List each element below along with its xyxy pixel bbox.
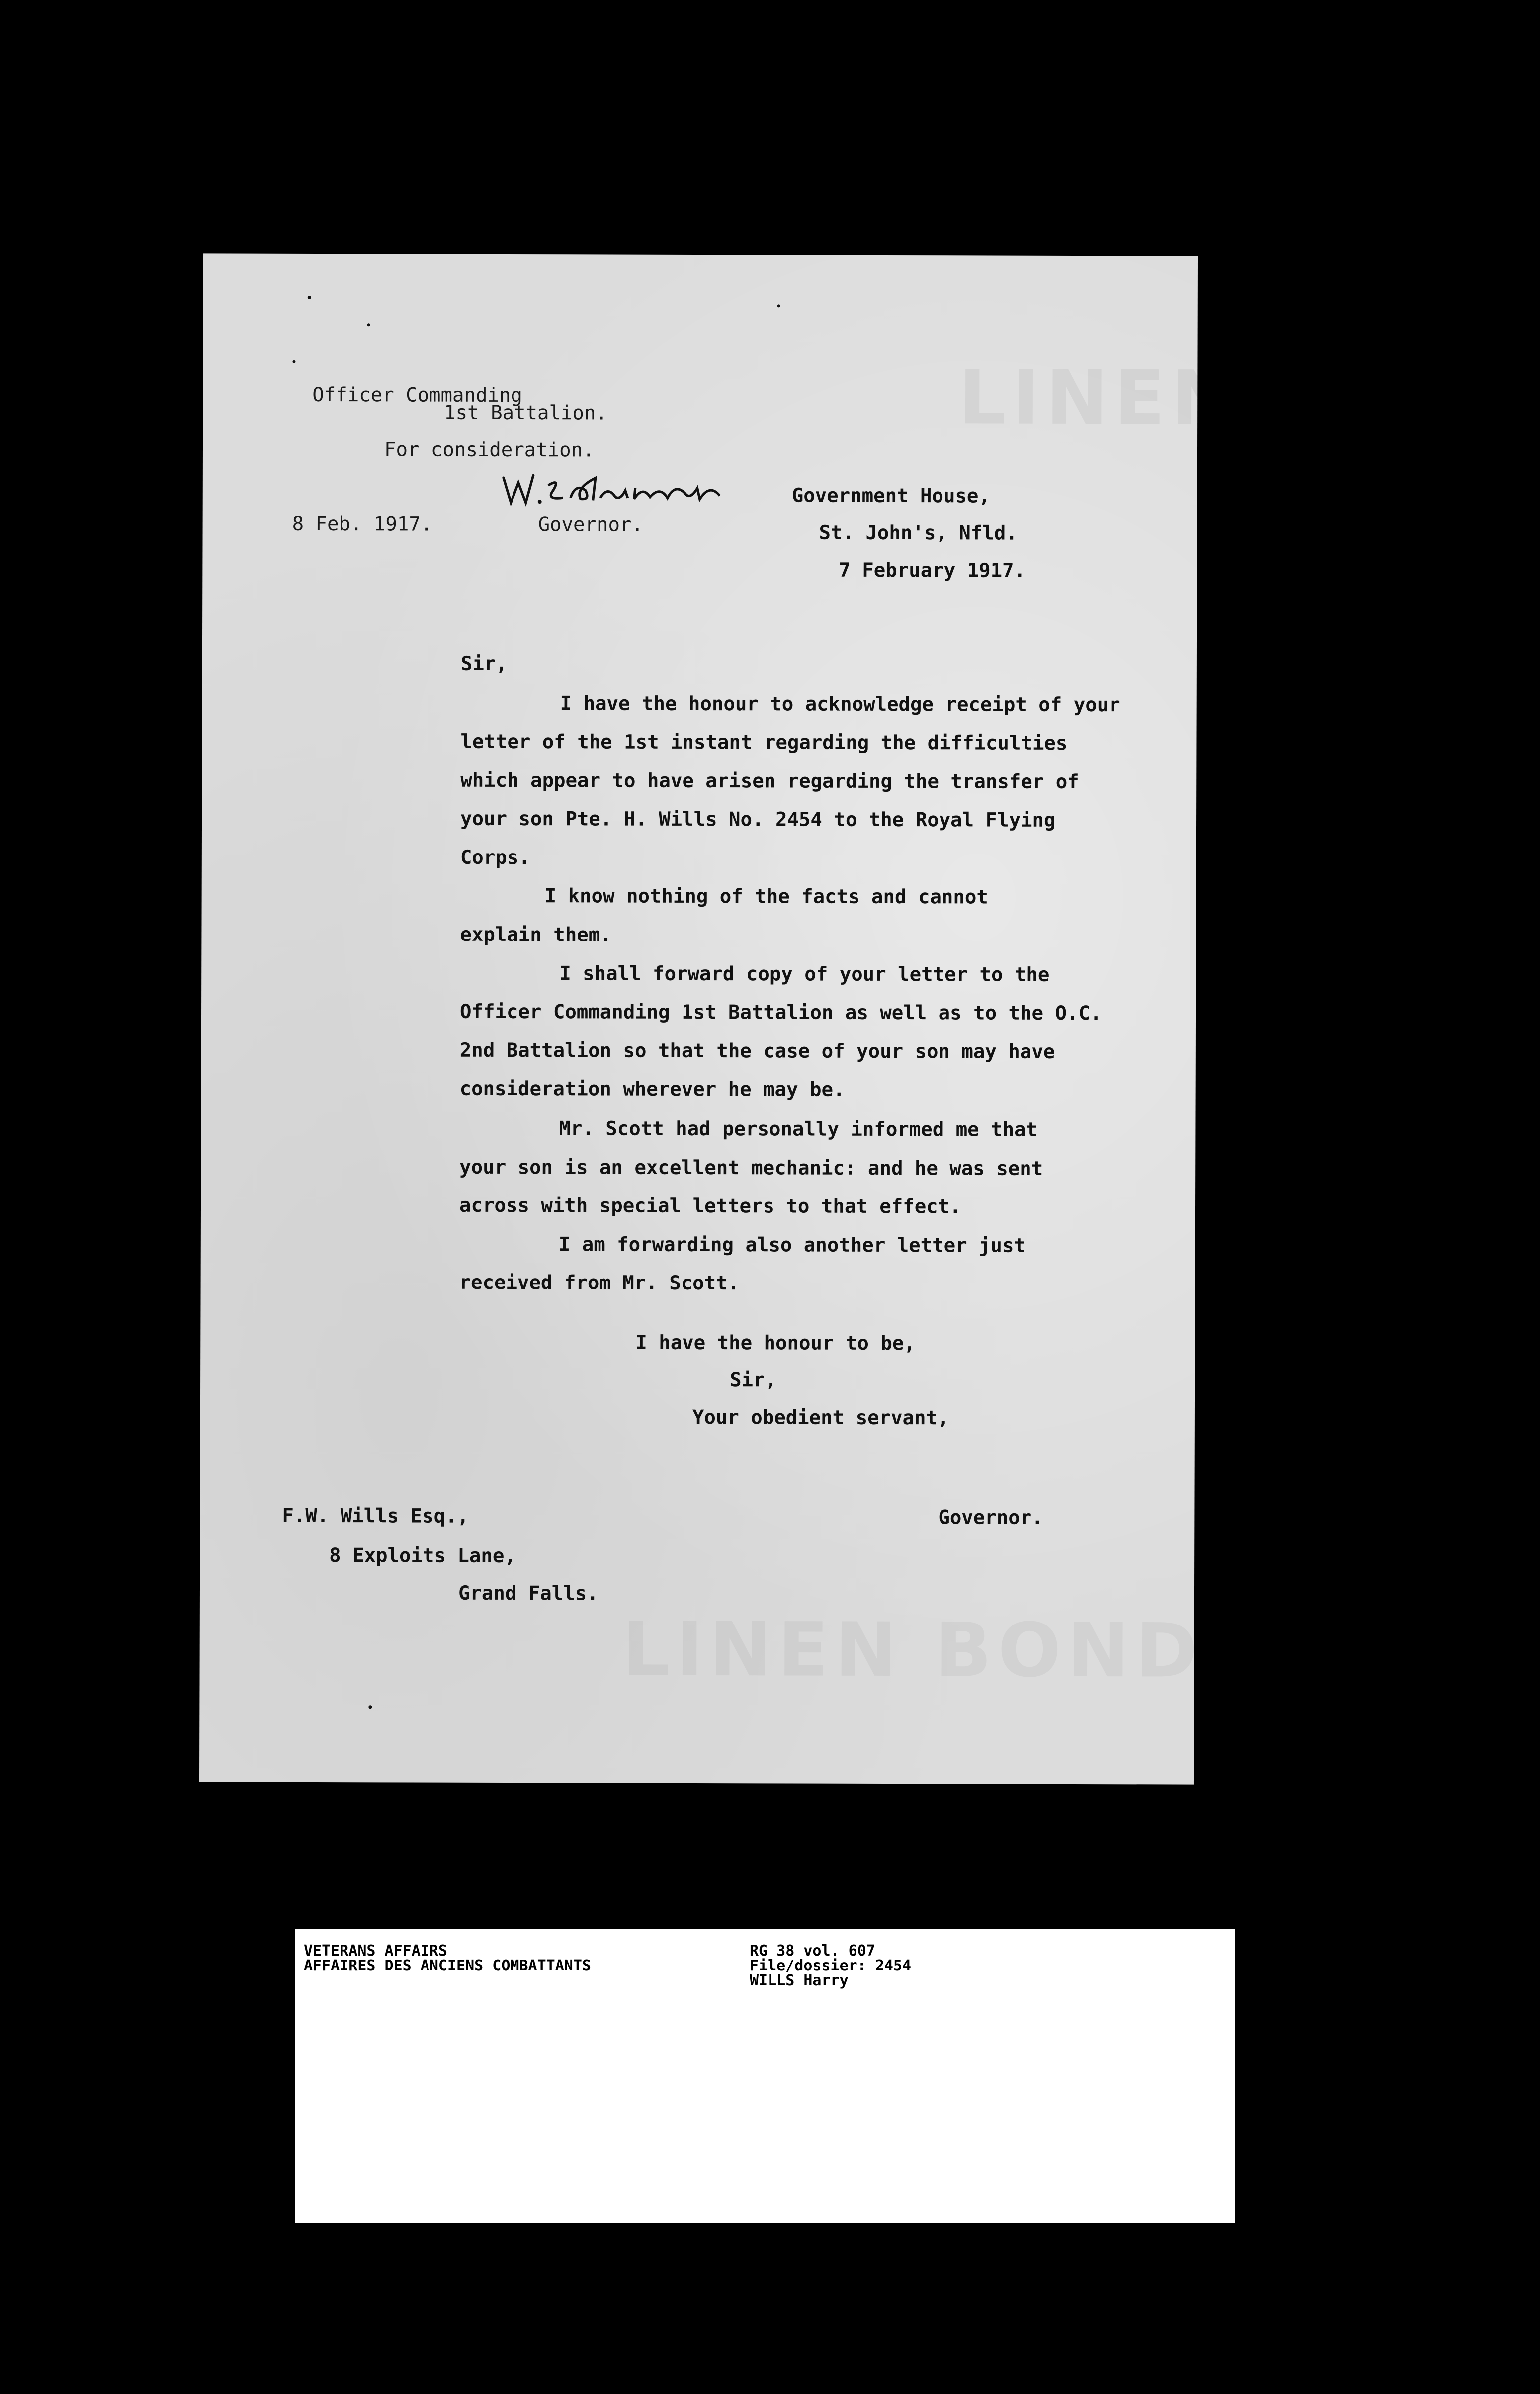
closing-line-1: I have the honour to be, [635,1331,916,1355]
body-line: which appear to have arisen regarding the transfer of [460,769,1079,794]
speck [368,1705,372,1709]
body-line: your son is an excellent mechanic: and he was sent [459,1156,1043,1180]
speck [367,323,370,326]
address-line-3: Grand Falls. [458,1582,599,1605]
body-line: your son Pte. H. Wills No. 2454 to the Royal Flying [460,807,1056,832]
signoff-title: Governor. [938,1506,1043,1529]
watermark-bottom [622,1607,1203,1695]
body-line: I shall forward copy of your letter to the [559,962,1050,986]
speck [777,304,780,307]
routing-title: Governor. [538,513,643,536]
card-department-fr: AFFAIRES DES ANCIENS COMBATTANTS [304,1957,591,1974]
address-line-2: 8 Exploits Lane, [329,1544,516,1568]
routing-line-1: Officer Commanding [312,383,522,407]
routing-date: 8 Feb. 1917. [292,513,432,536]
speck [308,296,311,299]
routing-line-3: For consideration. [384,438,595,462]
address-line-1: F.W. Wills Esq., [282,1504,469,1528]
heading-line-2: St. John's, Nfld. [819,521,1018,545]
salutation: Sir, [460,652,508,675]
card-name: WILLS Harry [750,1972,849,1989]
body-line: received from Mr. Scott. [459,1271,740,1295]
body-line: Corps. [460,846,530,869]
body-line: consideration wherever he may be. [459,1077,845,1101]
body-line: across with special letters to that effect. [459,1194,961,1218]
heading-line-1: Government House, [791,484,990,508]
body-line: letter of the 1st instant regarding the difficulties [460,730,1068,755]
handwritten-signature [501,463,740,518]
body-line: 2nd Battalion so that the case of your son may have [459,1039,1055,1063]
card-volume: RG 38 vol. 607 [750,1942,875,1960]
body-line: Mr. Scott had personally informed me that [559,1117,1038,1141]
heading-line-3: 7 February 1917. [839,559,1026,582]
archive-label-card [295,1929,1235,2223]
body-line: Officer Commanding 1st Battalion as well as to the O.C. [459,1000,1102,1025]
closing-line-2: Sir, [730,1369,777,1392]
body-line: explain them. [460,923,612,946]
closing-line-3: Your obedient servant, [692,1406,949,1430]
routing-line-2: 1st Battalion. [444,401,607,425]
body-line: I have the honour to acknowledge receipt of your [560,692,1120,717]
card-file: File/dossier: 2454 [750,1957,912,1974]
card-department: VETERANS AFFAIRS [304,1942,447,1960]
letter-page [199,253,1540,1784]
speck [292,360,295,363]
body-line: I am forwarding also another letter just [558,1233,1026,1257]
body-line: I know nothing of the facts and cannot [544,885,988,909]
watermark: LINEN BOND [958,354,1540,443]
